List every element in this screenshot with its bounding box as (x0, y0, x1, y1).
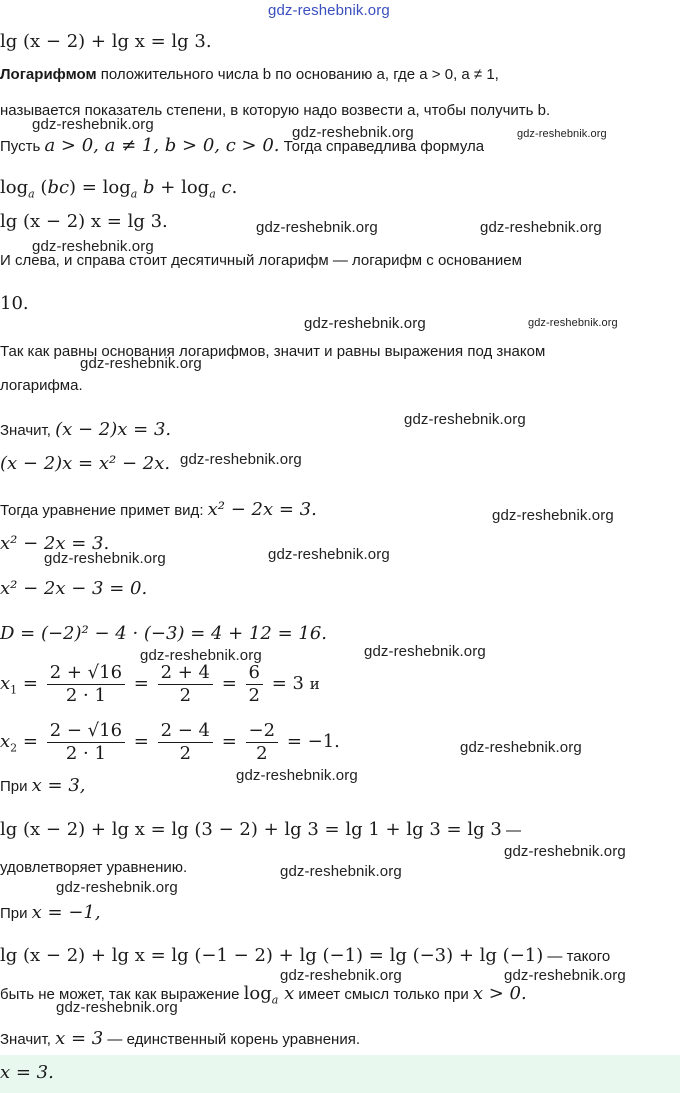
check-x-neg1-equation (0, 946, 610, 967)
definition-line-2: называется показатель степени, в которую надо возвести a, чтобы получить b. (0, 102, 551, 119)
equation-form-math: x² − 2x = 3. (207, 499, 317, 520)
watermark: gdz-reshebnik.org (460, 739, 582, 756)
watermark: gdz-reshebnik.org (140, 647, 262, 664)
check-x3-label (0, 776, 86, 797)
definition-text: положительного числа b по основанию a, где a > 0, a ≠ 1, (96, 66, 499, 83)
watermark: gdz-reshebnik.org (56, 879, 178, 896)
check-math: lg (x − 2) + lg x = lg (3 − 2) + lg 3 = lg 1 + lg 3 = lg 3 (0, 819, 502, 840)
conclusion-math: x = 3 (55, 1028, 104, 1049)
check-x-neg1-label (0, 903, 101, 924)
watermark: gdz-reshebnik.org (280, 863, 402, 880)
root-x1: $x_1$ = $\frac{2 + √16}{2 \cdot 1}$ = $\frac{2 + 4}{2}$ = $\frac{6}{2}$ = 3 и (0, 662, 320, 706)
watermark: gdz-reshebnik.org (280, 967, 402, 984)
conclusion-line (0, 1029, 360, 1050)
equation-original: lg (x − 2) + lg x = lg 3. (0, 31, 212, 52)
domain-text: быть не может, так как выражение (0, 986, 244, 1003)
answer-value: x = 3. (0, 1062, 54, 1083)
fraction: $\frac{2 + √16}{2 \cdot 1}$ (47, 662, 125, 706)
watermark: gdz-reshebnik.org (492, 507, 614, 524)
quadratic-form: x² − 2x = 3. (0, 533, 110, 554)
watermark: gdz-reshebnik.org (256, 219, 378, 236)
root-x2: $x_2$ = $\frac{2 - √16}{2 \cdot 1}$ = $\frac{2 - 4}{2}$ = $\frac{-2}{2}$ = −1. (0, 720, 340, 764)
check-text: При (0, 778, 32, 795)
explanation-equal-bases: Так как равны основания логарифмов, значит и равны выражения под знаком (0, 343, 546, 360)
watermark: gdz-reshebnik.org (504, 967, 626, 984)
term-logarithm: Логарифмом (0, 66, 97, 83)
watermark: gdz-reshebnik.org (80, 355, 202, 372)
check-text: При (0, 905, 32, 922)
condition-math: a > 0, a ≠ 1, b > 0, c > 0. (44, 135, 280, 156)
condition-line (0, 136, 484, 157)
equation-form-line (0, 500, 317, 521)
check-math: x = −1, (31, 902, 101, 923)
check-math: x = 3, (31, 775, 86, 796)
step-math: (x − 2)x = 3. (55, 419, 172, 440)
domain-math: x > 0. (472, 983, 527, 1004)
log-a-x: $\log_a x$ (243, 983, 295, 1007)
log-product-formula: $\log_a (bc) = \log_a b + \log_a c$. (0, 177, 238, 201)
conclusion-text: — единственный корень уравнения. (103, 1031, 360, 1048)
watermark: gdz-reshebnik.org (404, 411, 526, 428)
watermark: gdz-reshebnik.org (292, 124, 414, 141)
watermark: gdz-reshebnik.org (236, 767, 358, 784)
domain-text: имеет смысл только при (294, 986, 473, 1003)
fraction: $\frac{6}{2}$ (246, 662, 263, 706)
watermark: gdz-reshebnik.org (180, 451, 302, 468)
equation-form-text: Тогда уравнение примет вид: (0, 502, 208, 519)
watermark: gdz-reshebnik.org (56, 999, 178, 1016)
watermark-top[interactable]: gdz-reshebnik.org (268, 2, 390, 19)
discriminant: D = (−2)² − 4 · (−3) = 4 + 12 = 16. (0, 623, 328, 644)
check-math: lg (x − 2) + lg x = lg (−1 − 2) + lg (−1) = lg (−3) + lg (−1) (0, 945, 544, 966)
watermark: gdz-reshebnik.org (304, 315, 426, 332)
watermark-small: gdz-reshebnik.org (517, 128, 607, 140)
watermark: gdz-reshebnik.org (44, 550, 166, 567)
watermark: gdz-reshebnik.org (480, 219, 602, 236)
answer-box (0, 1055, 680, 1093)
fraction: $\frac{2 - 4}{2}$ (158, 720, 213, 764)
check-x3-equation (0, 820, 521, 841)
check-tail: — (501, 822, 521, 839)
conclusion-text: Значит, (0, 1031, 56, 1048)
expansion: (x − 2)x = x² − 2x. (0, 453, 171, 474)
step-expression (0, 420, 171, 441)
definition-line-1 (0, 66, 499, 83)
condition-text: Пусть (0, 138, 45, 155)
base-ten: 10. (0, 293, 29, 314)
quadratic-standard: x² − 2x − 3 = 0. (0, 578, 148, 599)
watermark: gdz-reshebnik.org (504, 843, 626, 860)
condition-tail: Тогда справедлива формула (279, 138, 485, 155)
check-tail: — такого (543, 948, 611, 965)
watermark: gdz-reshebnik.org (32, 116, 154, 133)
fraction: $\frac{2 + 4}{2}$ (158, 662, 213, 706)
explanation-equal-bases-cont: логарифма. (0, 377, 83, 394)
equation-combined: lg (x − 2) x = lg 3. (0, 211, 168, 232)
watermark-small: gdz-reshebnik.org (528, 317, 618, 329)
step-text: Значит, (0, 422, 56, 439)
fraction: $\frac{2 - √16}{2 \cdot 1}$ (47, 720, 125, 764)
fraction: $\frac{-2}{2}$ (246, 720, 279, 764)
watermark: gdz-reshebnik.org (268, 546, 390, 563)
watermark: gdz-reshebnik.org (364, 643, 486, 660)
check-x3-result: удовлетворяет уравнению. (0, 859, 188, 876)
watermark: gdz-reshebnik.org (32, 238, 154, 255)
explanation-decimal-log: И слева, и справа стоит десятичный логарифм — логарифм с основанием (0, 252, 522, 269)
